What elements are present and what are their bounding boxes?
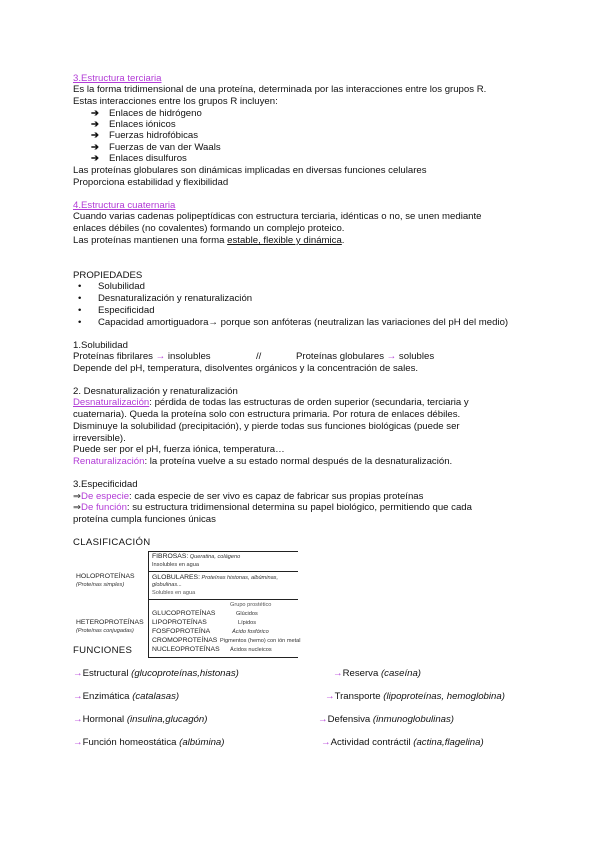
list-item: ➔ Enlaces de hidrógeno <box>91 108 202 119</box>
table-row-group: Pigmentos (hemo) con ión metal <box>220 638 301 644</box>
arrow-icon: ➔ <box>91 108 100 119</box>
funcion-item: →Estructural (glucoproteínas,histonas) <box>73 668 239 679</box>
funcion-item: →Enzimática (catalasas) <box>73 691 180 702</box>
arrow-icon: ➔ <box>91 130 100 141</box>
section-heading-solubilidad: 1.Solubilidad <box>73 340 128 351</box>
section-heading-propiedades: PROPIEDADES <box>73 270 143 281</box>
terciaria-line-2: Estas interacciones entre los grupos R incluyen: <box>73 96 278 107</box>
globulares-note: Solubles en agua <box>152 590 196 596</box>
list-item: • Especificidad <box>78 305 155 316</box>
arrow-icon: ➔ <box>91 119 100 130</box>
arrow-icon: ➔ <box>91 142 100 153</box>
cuaternaria-line-2: enlaces débiles (no covalentes) formando un complejo proteico. <box>73 223 345 234</box>
desnaturalizacion-line-4: irreversible). <box>73 433 126 444</box>
funcion-item: →Transporte (lipoproteínas, hemoglobina) <box>325 691 505 702</box>
table-rule <box>148 657 298 658</box>
solubilidad-fibrilares: Proteínas fibrilares → insolubles <box>73 351 211 362</box>
list-item: ➔ Enlaces disulfuros <box>91 153 187 164</box>
desnaturalizacion-line-5: Puede ser por el pH, fuerza iónica, temperatura… <box>73 444 285 455</box>
terciaria-line-4: Proporciona estabilidad y flexibilidad <box>73 177 229 188</box>
list-item: • Desnaturalización y renaturalización <box>78 293 253 304</box>
section-heading-cuaternaria: 4.Estructura cuaternaria <box>73 200 176 211</box>
funcion-item: →Reserva (caseína) <box>333 668 421 679</box>
table-row: LIPOPROTEÍNAS <box>152 619 207 626</box>
list-item: • Solubilidad <box>78 281 145 292</box>
list-item: ➔ Fuerzas hidrofóbicas <box>91 130 199 141</box>
section-heading-especificidad: 3.Especificidad <box>73 479 138 490</box>
especificidad-line-2: ⇒De función: su estructura tridimensional determina su papel biológico, permitiendo que cada <box>73 502 472 513</box>
renaturalizacion-line: Renaturalización: la proteína vuelve a su estado normal después de la desnaturalización. <box>73 456 453 467</box>
list-item: ➔ Enlaces iónicos <box>91 119 176 130</box>
funcion-item: →Defensiva (inmunoglobulinas) <box>318 714 454 725</box>
table-rule <box>148 551 298 552</box>
cuaternaria-line-3: Las proteínas mantienen una forma estable, flexible y dinámica. <box>73 235 345 246</box>
grupo-prostetico-header: Grupo prostético <box>230 602 272 608</box>
section-heading-clasificacion: CLASIFICACIÓN <box>73 537 151 548</box>
table-row-group: Glúcidos <box>236 611 258 617</box>
table-row-group: Lípidos <box>238 620 257 626</box>
table-rule <box>148 599 298 600</box>
terciaria-line-1: Es la forma tridimensional de una proteína, determinada por las interacciones entre los grupos R. <box>73 84 487 95</box>
terciaria-line-3: Las proteínas globulares son dinámicas implicadas en diversas funciones celulares <box>73 165 427 176</box>
solubilidad-separator: // <box>256 351 262 362</box>
table-row: FOSFOPROTEÍNA <box>152 628 211 635</box>
especificidad-line-3: proteína cumpla funciones únicas <box>73 514 216 525</box>
globulares-cell: GLOBULARES: Proteínas histonas, albúminas, <box>152 574 279 581</box>
section-heading-desnaturalizacion: 2. Desnaturalización y renaturalización <box>73 386 238 397</box>
globulares-cell-2: globulinas... <box>152 582 182 588</box>
table-row: GLUCOPROTEÍNAS <box>152 610 216 617</box>
table-row: CROMOPROTEÍNAS <box>152 637 218 644</box>
fibrosas-note: Insolubles en agua <box>152 562 199 568</box>
solubilidad-line-2: Depende del pH, temperatura, disolventes orgánicos y la concentración de sales. <box>73 363 419 374</box>
table-row: NUCLEOPROTEÍNAS <box>152 646 220 653</box>
section-heading-funciones: FUNCIONES <box>73 645 133 656</box>
list-item: • Capacidad amortiguadora→ porque son anfóteras (neutralizan las variaciones del pH del medio) <box>78 317 509 328</box>
funcion-item: →Función homeostática (albúmina) <box>73 737 225 748</box>
table-row-group: Ácido fosfórico <box>232 629 269 635</box>
table-divider <box>148 551 149 658</box>
section-heading-terciaria: 3.Estructura terciaria <box>73 73 162 84</box>
desnaturalizacion-line-3: Disminuye la solubilidad (precipitación), y pierde todas sus funciones biológicas (puede ser <box>73 421 460 432</box>
list-item: ➔ Fuerzas de van der Waals <box>91 142 221 153</box>
desnaturalizacion-line-2: cuaternaria). Queda la proteína solo con estructura primaria. Por rotura de enlaces débiles. <box>73 409 461 420</box>
table-row-group: Ácidos nucleicos <box>230 647 272 653</box>
classification-table <box>70 548 301 658</box>
funcion-item: →Hormonal (insulina,glucagón) <box>73 714 208 725</box>
cuaternaria-line-1: Cuando varias cadenas polipeptídicas con estructura terciaria, idénticas o no, se unen mediante <box>73 211 482 222</box>
heteroproteinas-sub: (Proteínas conjugadas) <box>76 628 134 634</box>
arrow-icon: ➔ <box>91 153 100 164</box>
holoproteinas-label: HOLOPROTEÍNAS <box>76 573 135 580</box>
heteroproteinas-label: HETEROPROTEÍNAS <box>76 619 144 626</box>
solubilidad-globulares: Proteínas globulares → solubles <box>296 351 435 362</box>
funcion-item: →Actividad contráctil (actina,flagelina) <box>321 737 484 748</box>
desnaturalizacion-line-1: Desnaturalización: pérdida de todas las estructuras de orden superior (secundaria, terciaria y <box>73 397 469 408</box>
fibrosas-cell: FIBROSAS: Queratina, colágeno <box>152 553 241 560</box>
table-rule <box>148 571 298 572</box>
especificidad-line-1: ⇒De especie: cada especie de ser vivo es capaz de fabricar sus propias proteínas <box>73 491 424 502</box>
holoproteinas-sub: (Proteínas simples) <box>76 582 125 588</box>
